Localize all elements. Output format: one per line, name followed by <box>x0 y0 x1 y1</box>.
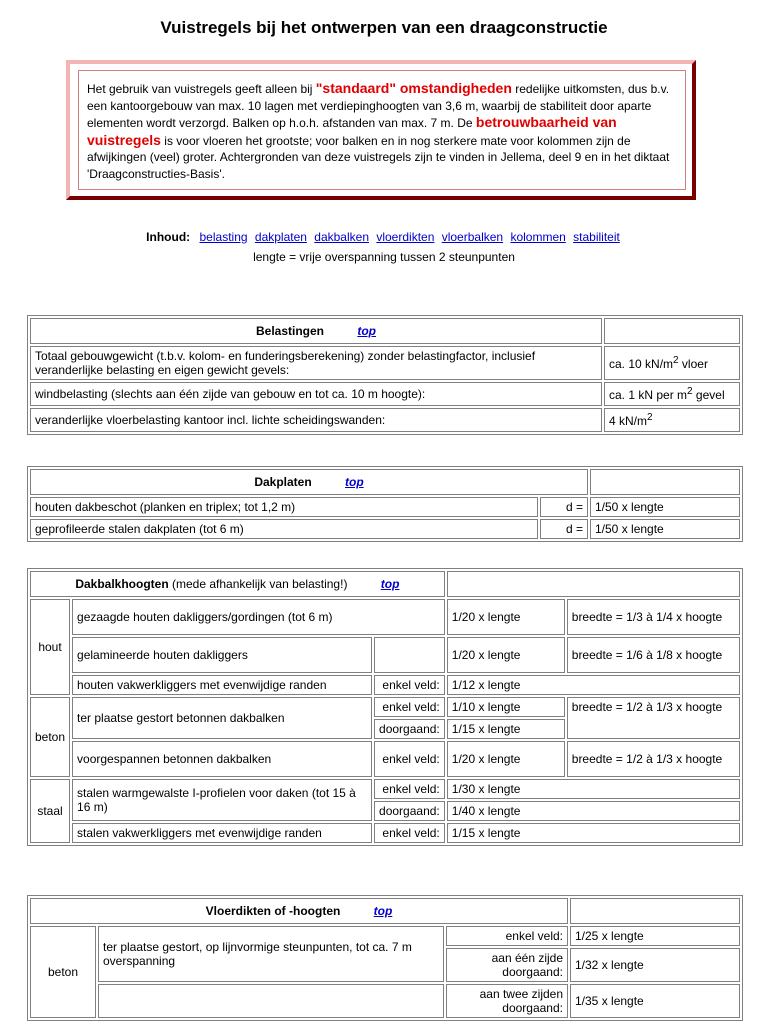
note-emphasis-reliability: betrouwbaarheid van vuistregels <box>87 114 617 148</box>
toc-link-kolommen[interactable]: kolommen <box>510 230 566 244</box>
dakplaat-value: 1/50 x lengte <box>590 519 740 539</box>
vloer-value: 1/32 x lengte <box>570 948 740 982</box>
dakbalk-condition: enkel veld: <box>374 697 445 717</box>
toc-link-dakplaten[interactable]: dakplaten <box>254 230 307 244</box>
vloer-value: 1/25 x lengte <box>570 926 740 946</box>
toc-link-belasting[interactable]: belasting <box>199 230 248 244</box>
value-exponent: 2 <box>647 412 653 423</box>
toc-label: Inhoud: <box>146 230 191 244</box>
dakplaat-symbol: d = <box>540 519 588 539</box>
dakbalk-desc: gelamineerde houten dakliggers <box>72 637 372 673</box>
dakplaat-desc: geprofileerde stalen dakplaten (tot 6 m) <box>30 519 538 539</box>
dakbalk-value: 1/12 x lengte <box>447 675 740 695</box>
dakbalk-condition: enkel veld: <box>374 741 445 777</box>
table-row <box>30 779 740 799</box>
table-row <box>30 519 740 539</box>
value-unit: gevel <box>692 388 725 402</box>
dakbalk-width-ratio: breedte = 1/2 à 1/3 x hoogte <box>567 697 740 739</box>
table-row <box>30 637 740 673</box>
table-row <box>30 675 740 695</box>
dakbalk-desc: ter plaatse gestort betonnen dakbalken <box>72 697 372 739</box>
dakbalk-width-ratio: breedte = 1/2 à 1/3 x hoogte <box>567 741 740 777</box>
dakplaten-header <box>30 469 588 495</box>
material-beton: beton <box>30 926 96 1018</box>
dakplaat-symbol: d = <box>540 497 588 517</box>
toc-link-dakbalken[interactable]: dakbalken <box>314 230 369 244</box>
top-link[interactable]: top <box>373 904 393 918</box>
value-exponent: 2 <box>687 386 693 397</box>
belastingen-title: Belastingen <box>255 324 324 338</box>
vloer-condition: aan twee zijden doorgaand: <box>446 984 568 1018</box>
value-exponent: 2 <box>673 355 679 366</box>
dakplaat-desc: houten dakbeschot (planken en triplex; tot 1,2 m) <box>30 497 538 517</box>
dakbalken-title: Dakbalkhoogten <box>75 577 169 591</box>
note-part-3: is voor vloeren het grootste; voor balken en in nog sterkere mate voor kolommen zijn de afwijkingen (veel) groter. Achtergronden van deze vuistregels zijn te vinden in Jellema, deel 9 en in het diktaat 'Draagconstructies-Basis'. <box>87 133 670 181</box>
vloer-value: 1/35 x lengte <box>570 984 740 1018</box>
table-row <box>30 408 740 432</box>
note-emphasis-standard: "standaard" omstandigheden <box>315 80 512 96</box>
header-empty-cell <box>570 898 740 924</box>
table-row <box>30 926 740 946</box>
toc-link-vloerbalken[interactable]: vloerbalken <box>441 230 504 244</box>
header-empty-cell <box>590 469 740 495</box>
dakbalk-width-ratio: breedte = 1/6 à 1/8 x hoogte <box>567 637 740 673</box>
table-row <box>30 697 740 717</box>
dakplaat-value: 1/50 x lengte <box>590 497 740 517</box>
dakbalken-table <box>27 568 743 846</box>
dakbalk-value: 1/20 x lengte <box>447 741 565 777</box>
dakbalken-subtitle: (mede afhankelijk van belasting!) <box>168 577 348 591</box>
vloer-desc: ter plaatse gestort, op lijnvormige steunpunten, tot ca. 7 m overspanning <box>98 926 444 982</box>
dakbalk-desc: houten vakwerkliggers met evenwijdige randen <box>72 675 372 695</box>
material-staal: staal <box>30 779 70 843</box>
note-box <box>66 60 696 200</box>
belasting-value <box>604 346 740 380</box>
dakbalken-header <box>30 571 445 597</box>
table-row <box>30 823 740 843</box>
length-definition: lengte = vrije overspanning tussen 2 steunpunten <box>253 250 515 264</box>
table-row <box>30 984 740 1018</box>
top-link[interactable]: top <box>380 577 400 591</box>
table-of-contents <box>0 230 768 244</box>
vloerdikten-table <box>27 895 743 1021</box>
belasting-value <box>604 408 740 432</box>
dakplaten-table <box>27 466 743 542</box>
vloerdikten-header <box>30 898 568 924</box>
header-empty-cell <box>447 571 740 597</box>
dakbalk-desc: stalen warmgewalste I-profielen voor daken (tot 15 à 16 m) <box>72 779 372 821</box>
belastingen-header <box>30 318 602 344</box>
note-part-1: Het gebruik van vuistregels geeft alleen bij <box>87 82 316 96</box>
dakplaten-title: Dakplaten <box>254 475 312 489</box>
dakbalk-value: 1/30 x lengte <box>447 779 740 799</box>
table-row <box>30 346 740 380</box>
belasting-value <box>604 382 740 406</box>
toc-link-vloerdikten[interactable]: vloerdikten <box>376 230 435 244</box>
dakbalk-value: 1/40 x lengte <box>447 801 740 821</box>
top-link[interactable]: top <box>357 324 376 338</box>
dakbalk-condition: doorgaand: <box>374 719 445 739</box>
dakbalk-value: 1/15 x lengte <box>447 719 565 739</box>
dakbalk-condition: enkel veld: <box>374 779 445 799</box>
dakbalk-desc: gezaagde houten dakliggers/gordingen (tot 6 m) <box>72 599 445 635</box>
belasting-desc: veranderlijke vloerbelasting kantoor incl. lichte scheidingswanden: <box>30 408 602 432</box>
belasting-desc: windbelasting (slechts aan één zijde van gebouw en tot ca. 10 m hoogte): <box>30 382 602 406</box>
dakbalk-value: 1/20 x lengte <box>447 599 565 635</box>
note-text <box>78 70 686 190</box>
dakbalk-width-ratio: breedte = 1/3 à 1/4 x hoogte <box>567 599 740 635</box>
page-title: Vuistregels bij het ontwerpen van een draagconstructie <box>160 18 608 37</box>
value-text: ca. 1 kN per m <box>609 388 688 402</box>
dakbalk-value: 1/10 x lengte <box>447 697 565 717</box>
dakbalk-value: 1/20 x lengte <box>447 637 565 673</box>
note-part-2: redelijke uitkomsten, dus b.v. een kantoorgebouw van max. 10 lagen met verdiepinghoogten van 3,6 m, waarbij de stabiliteit door aparte elementen wordt verzorgd. Balken op h.o.h. afstanden van max. 7 m. De <box>87 82 670 130</box>
value-text: ca. 10 kN/m <box>609 357 674 371</box>
value-text: 4 kN/m <box>609 414 648 428</box>
header-empty-cell <box>604 318 740 344</box>
vloer-condition: enkel veld: <box>446 926 568 946</box>
empty-cell <box>98 984 444 1018</box>
material-beton: beton <box>30 697 70 777</box>
dakbalk-value: 1/15 x lengte <box>447 823 740 843</box>
table-row <box>30 382 740 406</box>
material-hout: hout <box>30 599 70 695</box>
vloerdikten-title: Vloerdikten of -hoogten <box>205 904 341 918</box>
dakbalk-desc: voorgespannen betonnen dakbalken <box>72 741 372 777</box>
belastingen-table <box>27 315 743 435</box>
table-row <box>30 497 740 517</box>
dakbalk-condition: doorgaand: <box>374 801 445 821</box>
dakbalk-condition: enkel veld: <box>374 675 445 695</box>
value-unit: vloer <box>678 357 708 371</box>
dakbalk-desc: stalen vakwerkliggers met evenwijdige randen <box>72 823 372 843</box>
table-row <box>30 599 740 635</box>
belasting-desc: Totaal gebouwgewicht (t.b.v. kolom- en funderingsberekening) zonder belastingfactor, inclusief veranderlijke belasting en eigen gewicht gevels: <box>30 346 602 380</box>
empty-cell <box>374 637 445 673</box>
top-link[interactable]: top <box>345 475 364 489</box>
dakbalk-condition: enkel veld: <box>374 823 445 843</box>
toc-link-stabiliteit[interactable]: stabiliteit <box>573 230 620 244</box>
vloer-condition: aan één zijde doorgaand: <box>446 948 568 982</box>
table-row <box>30 741 740 777</box>
